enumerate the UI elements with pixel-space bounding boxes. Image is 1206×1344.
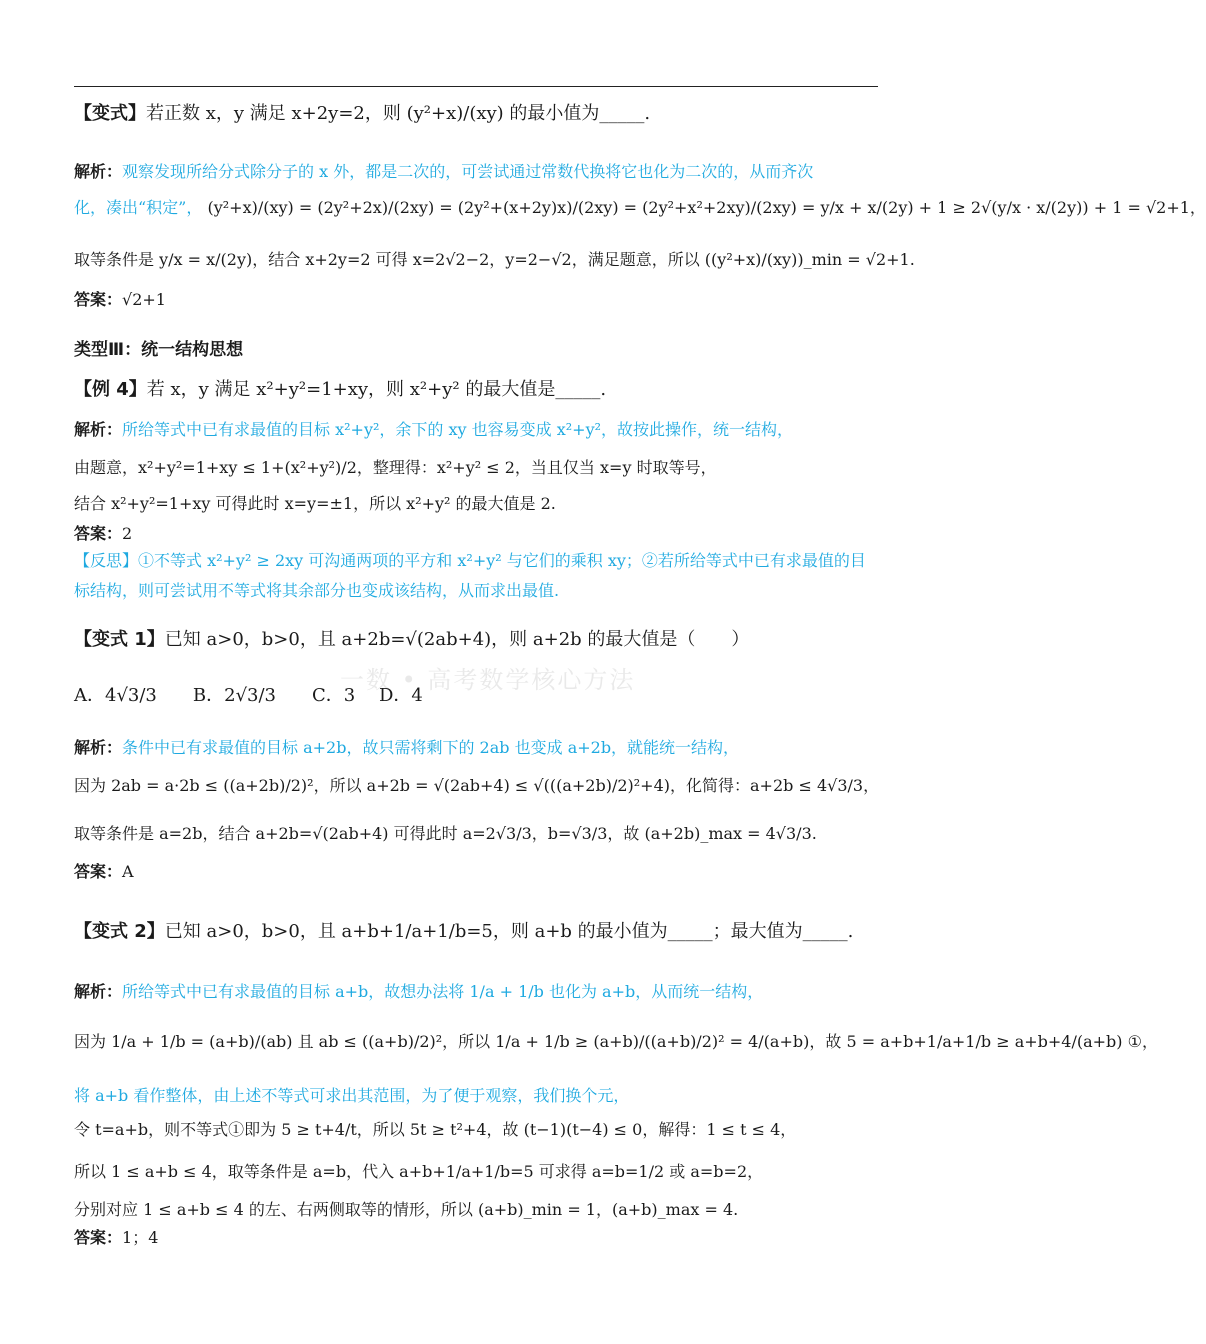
line-text: √2+1 <box>122 290 166 309</box>
line-text: 【反思】①不等式 x²+y² ≥ 2xy 可沟通两项的平方和 x²+y² 与它们的乘积 xy；②若所给等式中已有求最值的目标结构，则可尝试用不等式将其余部分也变成该结构，从而求出最值. <box>74 551 866 600</box>
text-line-e4r <box>74 546 880 606</box>
line-text: 条件中已有求最值的目标 a+2b，故只需将剩下的 2ab 也变成 a+2b，就能统一结构， <box>122 738 740 757</box>
line-text: A <box>122 862 134 881</box>
section-label: 类型Ⅲ：统一结构思想 <box>74 340 244 360</box>
text-line-v1a <box>74 860 880 884</box>
line-text: 令 t=a+b，则不等式①即为 5 ≥ t+4/t，所以 5t ≥ t²+4，故 (t−1)(t−4) ≤ 0，解得：1 ≤ t ≤ 4， <box>74 1120 797 1139</box>
line-text: 所给等式中已有求最值的目标 x²+y²，余下的 xy 也容易变成 x²+y²，故按此操作，统一结构， <box>122 420 794 439</box>
text-line-e4s2 <box>74 456 880 480</box>
line-text: 分别对应 1 ≤ a+b ≤ 4 的左、右两侧取等的情形，所以 (a+b)_min = 1，(a+b)_max = 4. <box>74 1200 739 1219</box>
section-label: 解析： <box>74 420 123 439</box>
section-label: 答案： <box>74 524 123 543</box>
line-text: 若 x，y 满足 x²+y²=1+xy，则 x²+y² 的最大值是_____. <box>146 379 607 400</box>
line-text: 由题意，x²+y²=1+xy ≤ 1+(x²+y²)/2，整理得：x²+y² ≤ 2，当且仅当 x=y 时取等号， <box>74 458 717 477</box>
line-text: 观察发现所给分式除分子的 x 外，都是二次的，可尝试通过常数代换将它也化为二次的，从而齐次 <box>122 162 814 181</box>
text-line-e4s3 <box>74 492 880 516</box>
section-label: 【例 4】 <box>74 379 147 400</box>
text-line-v2a <box>74 1226 880 1250</box>
header-rule <box>74 86 878 87</box>
text-line-v2s6 <box>74 1198 880 1222</box>
text-line-v2s5 <box>74 1160 880 1184</box>
watermark: 一数 • 高考数学核心方法 <box>340 666 636 694</box>
text-line-v2s3 <box>74 1084 880 1108</box>
text-line-v1s3 <box>74 822 880 846</box>
text-line-b1q <box>74 102 880 126</box>
line-text: 1；4 <box>122 1228 159 1247</box>
section-label: 【变式 1】 <box>74 629 165 650</box>
text-line-h3 <box>74 338 880 362</box>
text-line-v2s2 <box>74 1030 1158 1054</box>
line-text: 因为 2ab = a·2b ≤ ((a+2b)/2)²，所以 a+2b = √(2ab+4) ≤ √(((a+2b)/2)²+4)，化简得：a+2b ≤ 4√3/3， <box>74 776 880 795</box>
text-line-v2s1 <box>74 980 880 1004</box>
line-text: 若正数 x，y 满足 x+2y=2，则 (y²+x)/(xy) 的最小值为_____. <box>146 103 651 124</box>
text-line-e4a <box>74 522 880 546</box>
text-line-e4q <box>74 378 880 402</box>
text-line-v1s1 <box>74 736 880 760</box>
text-line-b1s2 <box>74 196 1206 220</box>
line-text: 取等条件是 a=2b，结合 a+2b=√(2ab+4) 可得此时 a=2√3/3，b=√3/3，故 (a+2b)_max = 4√3/3. <box>74 824 817 843</box>
text-line-b1a <box>74 288 880 312</box>
text-line-b1s3 <box>74 248 915 272</box>
line-text: 2 <box>122 524 133 543</box>
line-text: 结合 x²+y²=1+xy 可得此时 x=y=±1，所以 x²+y² 的最大值是 2. <box>74 494 556 513</box>
line-text: 因为 1/a + 1/b = (a+b)/(ab) 且 ab ≤ ((a+b)/2)²，所以 1/a + 1/b ≥ (a+b)/((a+b)/2)² = 4/(a+b)，故 5 = a+b+1/a+1/b ≥ a+b+4/(a+b) ①， <box>74 1032 1158 1051</box>
text-line-e4s1 <box>74 418 880 442</box>
section-label: 【变式 2】 <box>74 921 165 942</box>
section-label: 解析： <box>74 162 123 181</box>
text-line-v2s4 <box>74 1118 880 1142</box>
line-text: 已知 a>0，b>0，且 a+b+1/a+1/b=5，则 a+b 的最小值为_____；最大值为_____. <box>164 921 854 942</box>
text-line-v2q <box>74 920 880 944</box>
line-text: 取等条件是 y/x = x/(2y)，结合 x+2y=2 可得 x=2√2−2，y=2−√2，满足题意，所以 ((y²+x)/(xy))_min = √2+1. <box>74 250 915 269</box>
line-text: A．4√3/3 B．2√3/3 C．3 D．4 <box>74 685 423 706</box>
text-line-v1o <box>74 684 880 708</box>
text-line-b1s1 <box>74 160 880 184</box>
line-text: 所以 1 ≤ a+b ≤ 4，取等条件是 a=b，代入 a+b+1/a+1/b=5 可求得 a=b=1/2 或 a=b=2， <box>74 1162 764 1181</box>
section-label: 解析： <box>74 982 123 1001</box>
section-label: 答案： <box>74 862 123 881</box>
line-text: 已知 a>0，b>0，且 a+2b=√(2ab+4)，则 a+2b 的最大值是（ ） <box>164 629 750 650</box>
line-text: (y²+x)/(xy) = (2y²+2x)/(2xy) = (2y²+(x+2y)x)/(2xy) = (2y²+x²+2xy)/(2xy) = y/x + x/(2y) + 1 ≥ 2√(y/x · x/(2y)) + 1 = √2+1， <box>202 198 1206 217</box>
line-text: 将 a+b 看作整体，由上述不等式可求出其范围，为了便于观察，我们换个元， <box>74 1086 630 1105</box>
line-text: 化，凑出“积定”， <box>74 198 203 217</box>
section-label: 【变式】 <box>74 103 146 124</box>
section-label: 解析： <box>74 738 123 757</box>
section-label: 答案： <box>74 290 123 309</box>
text-line-v1q <box>74 628 880 652</box>
text-line-v1s2 <box>74 774 880 798</box>
line-text: 所给等式中已有求最值的目标 a+b，故想办法将 1/a + 1/b 也化为 a+b，从而统一结构， <box>122 982 764 1001</box>
section-label: 答案： <box>74 1228 123 1247</box>
